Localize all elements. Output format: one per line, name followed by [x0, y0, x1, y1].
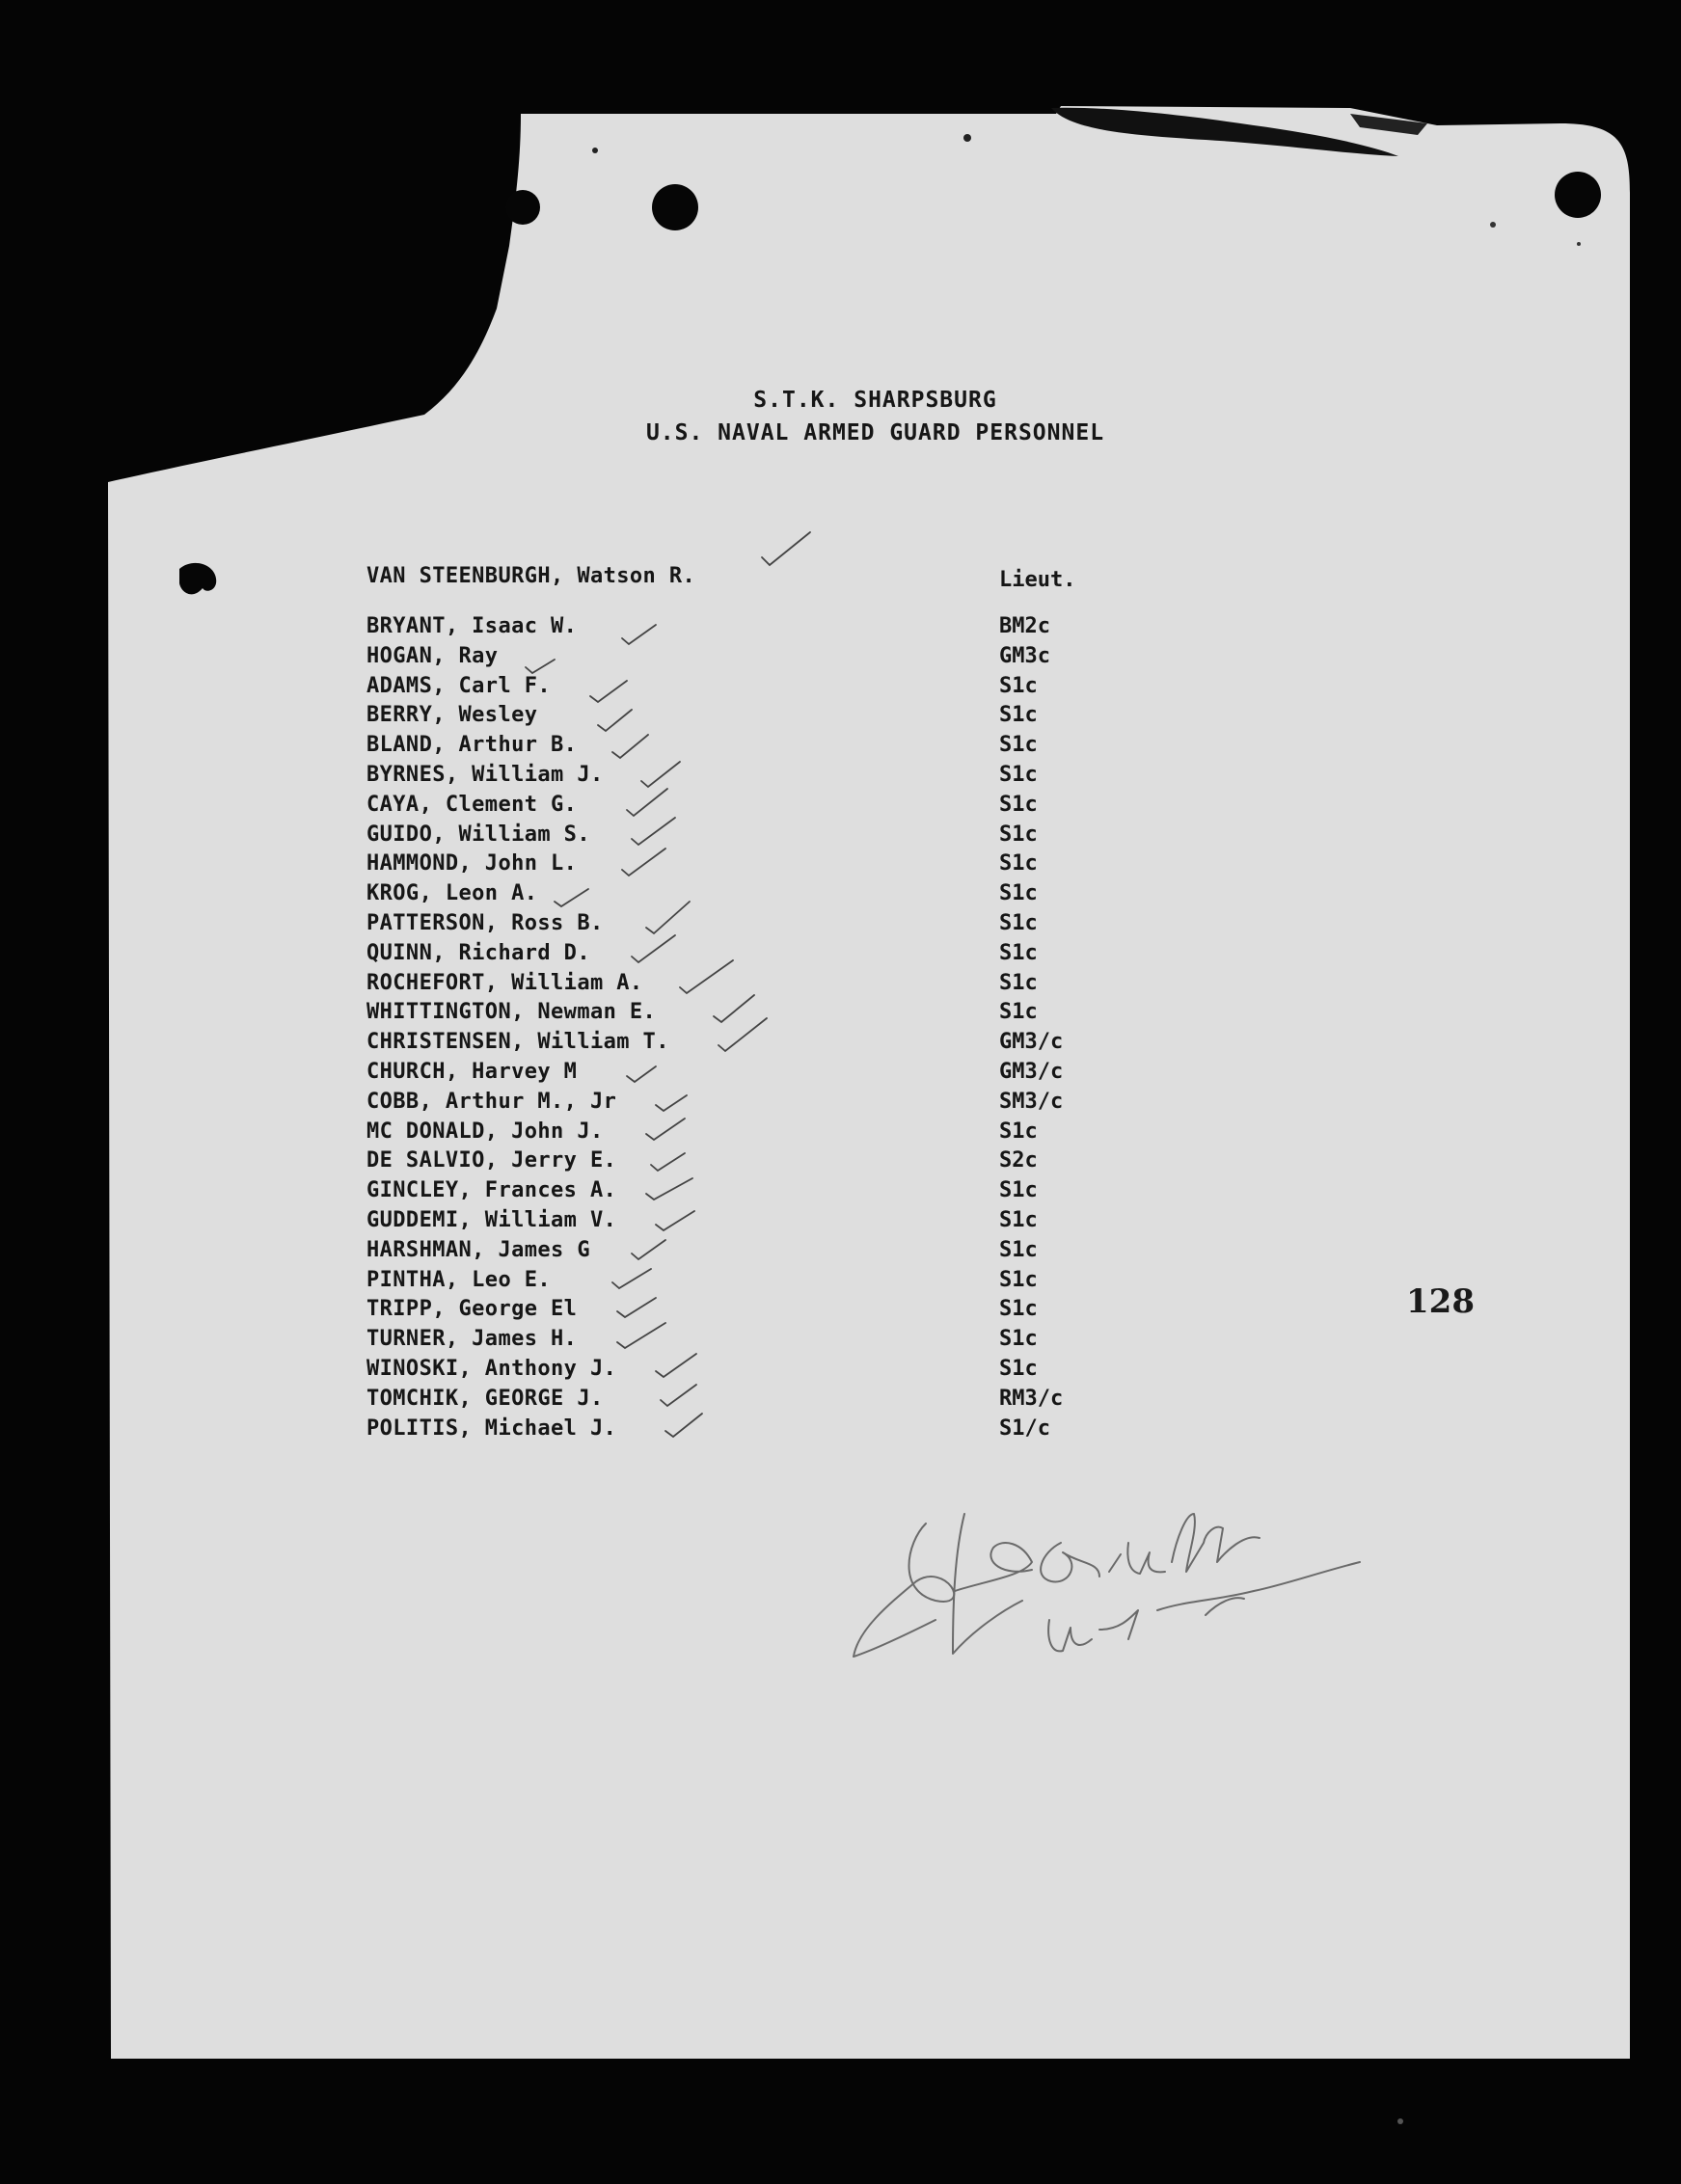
crew-row	[366, 1208, 1119, 1238]
page-number: 128	[1406, 1282, 1475, 1321]
crew-rank: S1c	[999, 1000, 1038, 1025]
crew-name: PINTHA, Leo E.	[366, 1267, 552, 1292]
crew-row	[366, 1297, 1119, 1327]
crew-rank: S1c	[999, 881, 1038, 906]
crew-name: HARSHMAN, James G	[366, 1237, 590, 1262]
crew-name: GINCLEY, Frances A.	[366, 1178, 617, 1203]
crew-row	[366, 1268, 1119, 1298]
crew-name: DE SALVIO, Jerry E.	[366, 1148, 617, 1173]
crew-rank: S1c	[999, 940, 1038, 965]
crew-row	[366, 1090, 1119, 1119]
crew-name: HAMMOND, John L.	[366, 851, 578, 876]
crew-rank: S1c	[999, 1297, 1038, 1322]
crew-name: ROCHEFORT, William A.	[366, 970, 643, 995]
crew-row	[366, 881, 1119, 911]
crew-rank: S1c	[999, 1267, 1038, 1292]
crew-row	[366, 1357, 1119, 1387]
crew-row	[366, 644, 1119, 674]
officer-rank: Lieut.	[999, 568, 1076, 592]
crew-row	[366, 703, 1119, 733]
punch-hole	[652, 184, 698, 230]
crew-row	[366, 1000, 1119, 1030]
crew-rank: S1c	[999, 851, 1038, 876]
crew-rank: S1c	[999, 822, 1038, 847]
crew-rank: S1c	[999, 673, 1038, 698]
crew-row	[366, 1119, 1119, 1149]
crew-rank: S1c	[999, 733, 1038, 758]
punch-hole	[1555, 172, 1601, 218]
crew-rank: S1c	[999, 762, 1038, 787]
crew-row	[366, 674, 1119, 704]
crew-name: PATTERSON, Ross B.	[366, 910, 604, 935]
document-subtitle: U.S. NAVAL ARMED GUARD PERSONNEL	[645, 420, 1105, 445]
crew-rank: S1c	[999, 1356, 1038, 1381]
crew-name: TRIPP, George El	[366, 1297, 578, 1322]
punch-hole	[505, 190, 540, 225]
crew-name: COBB, Arthur M., Jr	[366, 1089, 617, 1114]
crew-name: HOGAN, Ray	[366, 643, 499, 668]
crew-row	[366, 793, 1119, 822]
crew-row	[366, 1148, 1119, 1178]
crew-name: GUDDEMI, William V.	[366, 1207, 617, 1232]
crew-row	[366, 1030, 1119, 1060]
crew-name: TOMCHIK, GEORGE J.	[366, 1386, 604, 1411]
crew-row	[366, 614, 1119, 644]
crew-name: BYRNES, William J.	[366, 762, 604, 787]
crew-rank: S1c	[999, 703, 1038, 728]
crew-rank: GM3/c	[999, 1030, 1064, 1055]
officer-row	[366, 556, 1119, 614]
crew-name: KROG, Leon A.	[366, 881, 538, 906]
crew-rank: S1c	[999, 970, 1038, 995]
crew-row	[366, 1060, 1119, 1090]
crew-name: POLITIS, Michael J.	[366, 1416, 617, 1441]
crew-rank: S1c	[999, 910, 1038, 935]
crew-row	[366, 733, 1119, 763]
crew-row	[366, 1327, 1119, 1357]
crew-name: QUINN, Richard D.	[366, 940, 590, 965]
crew-rank: S1/c	[999, 1416, 1050, 1441]
crew-rank: S1c	[999, 1178, 1038, 1203]
crew-rank: GM3/c	[999, 1059, 1064, 1084]
crew-row	[366, 971, 1119, 1001]
crew-name: CAYA, Clement G.	[366, 792, 578, 817]
document-title: S.T.K. SHARPSBURG	[753, 388, 997, 413]
crew-name: WHITTINGTON, Newman E.	[366, 1000, 657, 1025]
crew-row	[366, 851, 1119, 881]
crew-name: BRYANT, Isaac W.	[366, 614, 578, 638]
crew-row	[366, 822, 1119, 852]
crew-list	[366, 614, 1119, 1445]
crew-rank: SM3/c	[999, 1089, 1064, 1114]
crew-rank: GM3c	[999, 643, 1050, 668]
crew-rank: S2c	[999, 1148, 1038, 1173]
crew-name: BLAND, Arthur B.	[366, 733, 578, 758]
crew-row	[366, 911, 1119, 941]
crew-name: CHRISTENSEN, William T.	[366, 1030, 669, 1055]
officer-name: VAN STEENBURGH, Watson R.	[366, 564, 696, 588]
crew-row	[366, 941, 1119, 971]
crew-row	[366, 763, 1119, 793]
crew-rank: S1c	[999, 1237, 1038, 1262]
crew-rank: S1c	[999, 1119, 1038, 1144]
personnel-roster	[366, 556, 1119, 1445]
crew-name: MC DONALD, John J.	[366, 1119, 604, 1144]
crew-row	[366, 1178, 1119, 1208]
crew-rank: RM3/c	[999, 1386, 1064, 1411]
crew-row	[366, 1387, 1119, 1416]
crew-name: TURNER, James H.	[366, 1327, 578, 1352]
crew-name: GUIDO, William S.	[366, 822, 590, 847]
crew-rank: BM2c	[999, 614, 1050, 638]
crew-name: ADAMS, Carl F.	[366, 673, 552, 698]
crew-rank: S1c	[999, 792, 1038, 817]
crew-rank: S1c	[999, 1327, 1038, 1352]
handwritten-signature	[839, 1485, 1408, 1707]
crew-name: CHURCH, Harvey M	[366, 1059, 578, 1084]
crew-name: WINOSKI, Anthony J.	[366, 1356, 617, 1381]
crew-rank: S1c	[999, 1207, 1038, 1232]
crew-row	[366, 1416, 1119, 1446]
crew-row	[366, 1238, 1119, 1268]
crew-name: BERRY, Wesley	[366, 703, 538, 728]
